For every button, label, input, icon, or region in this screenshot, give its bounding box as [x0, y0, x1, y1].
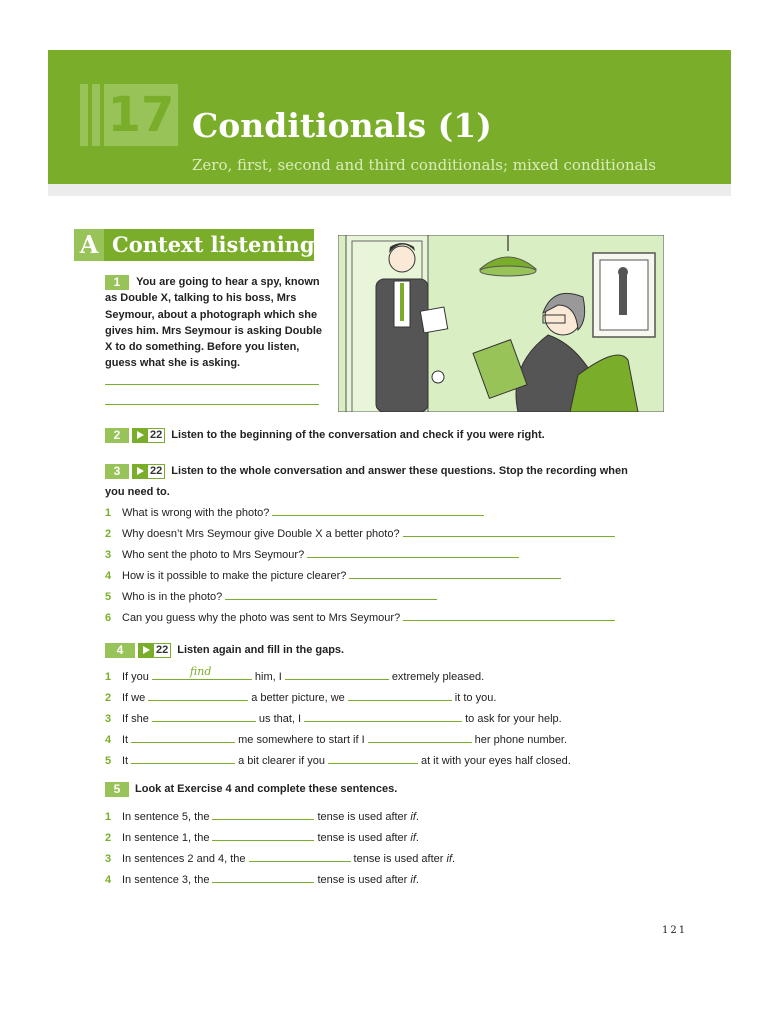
item-number: 1 — [105, 811, 112, 823]
sentence-part: tense is used after — [317, 811, 408, 823]
answer-gap[interactable] — [212, 808, 314, 820]
track-number: 22 — [147, 464, 165, 479]
sentence-part: her phone number. — [474, 734, 568, 746]
exercise-3-text: Listen to the whole conversation and answer these questions. Stop the recording when — [171, 465, 628, 478]
sentence-part: If we — [122, 692, 146, 704]
section-letter: A — [74, 229, 104, 261]
gap-fill-row — [105, 665, 485, 684]
item-number: 2 — [105, 692, 112, 704]
sentence-part: It — [122, 734, 129, 746]
question-text: What is wrong with the photo? — [122, 507, 270, 519]
sentence-part: a bit clearer if you — [238, 755, 325, 767]
question-row — [105, 504, 487, 520]
answer-gap[interactable] — [225, 588, 437, 600]
sentence-part: If you — [122, 671, 149, 683]
keyword-if: if — [410, 874, 416, 886]
question-row — [105, 546, 522, 562]
answer-gap[interactable] — [152, 710, 256, 722]
track-number: 22 — [147, 428, 165, 443]
banner-shadow — [48, 184, 731, 196]
sentence-part: me somewhere to start if I — [238, 734, 365, 746]
sentence-part: him, I — [254, 671, 282, 683]
sentence-part: . — [415, 832, 419, 844]
item-number: 2 — [105, 832, 112, 844]
exercise-4 — [105, 642, 344, 658]
answer-gap[interactable] — [349, 567, 561, 579]
item-number: 3 — [105, 853, 112, 865]
unit-number: 17 — [107, 87, 175, 143]
answer-gap[interactable] — [249, 850, 351, 862]
exercise-number: 1 — [105, 275, 129, 290]
sentence-part: at it with your eyes half closed. — [420, 755, 571, 767]
answer-gap[interactable] — [348, 689, 452, 701]
audio-track-badge[interactable] — [132, 464, 165, 479]
item-number: 1 — [105, 671, 112, 683]
sentence-part: extremely pleased. — [391, 671, 485, 683]
audio-track-badge[interactable] — [132, 428, 165, 443]
question-row — [105, 567, 564, 583]
keyword-if: if — [410, 811, 416, 823]
answer-gap[interactable] — [304, 710, 462, 722]
exercise-number: 4 — [105, 643, 135, 658]
exercise-2 — [105, 427, 545, 443]
answer-gap[interactable] — [403, 525, 615, 537]
unit-number-box — [80, 84, 178, 146]
item-number: 3 — [105, 713, 112, 725]
question-row — [105, 525, 618, 541]
answer-gap[interactable] — [285, 668, 389, 680]
sentence-part: If she — [122, 713, 149, 725]
sentence-part: . — [415, 874, 419, 886]
sentence-part: tense is used after — [353, 853, 444, 865]
sentence-part: It — [122, 755, 129, 767]
answer-line[interactable] — [105, 404, 319, 405]
sentence-row — [105, 850, 455, 866]
question-number: 6 — [105, 612, 112, 624]
answer-gap[interactable] — [212, 871, 314, 883]
sentence-part: it to you. — [454, 692, 497, 704]
question-text: Who is in the photo? — [122, 591, 223, 603]
question-text: How is it possible to make the picture clearer? — [122, 570, 347, 582]
answer-gap[interactable] — [131, 752, 235, 764]
sentence-part: In sentence 5, the — [122, 811, 210, 823]
answer-gap[interactable] — [212, 829, 314, 841]
exercise-3-text-cont: you need to. — [105, 486, 170, 498]
page-number: 121 — [662, 925, 688, 936]
answer-gap[interactable] — [368, 731, 472, 743]
question-number: 2 — [105, 528, 112, 540]
sentence-part: In sentences 2 and 4, the — [122, 853, 246, 865]
sentence-part: tense is used after — [317, 874, 408, 886]
question-row — [105, 588, 440, 604]
question-number: 1 — [105, 507, 112, 519]
question-text: Who sent the photo to Mrs Seymour? — [122, 549, 305, 561]
exercise-5 — [105, 781, 397, 797]
item-number: 4 — [105, 874, 112, 886]
answer-gap[interactable] — [328, 752, 418, 764]
question-number: 3 — [105, 549, 112, 561]
answer-line[interactable] — [105, 384, 319, 385]
exercise-4-text: Listen again and fill in the gaps. — [177, 644, 345, 657]
track-number: 22 — [153, 643, 171, 658]
question-number: 4 — [105, 570, 112, 582]
play-icon[interactable] — [132, 428, 147, 443]
exercise-1 — [105, 274, 330, 372]
section-title: Context listening — [104, 229, 314, 261]
answer-gap[interactable] — [403, 609, 615, 621]
sentence-part: tense is used after — [317, 832, 408, 844]
answer-gap[interactable] — [152, 665, 252, 680]
sentence-part: . — [452, 853, 456, 865]
item-number: 4 — [105, 734, 112, 746]
keyword-if: if — [410, 832, 416, 844]
sentence-part: to ask for your help. — [465, 713, 562, 725]
question-row — [105, 609, 618, 625]
answer-gap[interactable] — [148, 689, 248, 701]
question-text: Can you guess why the photo was sent to Mrs Seymour? — [122, 612, 401, 624]
page-title: Conditionals (1) — [192, 106, 492, 145]
unit-stripe — [92, 84, 100, 146]
exercise-number: 5 — [105, 782, 129, 797]
question-number: 5 — [105, 591, 112, 603]
sentence-part: us that, I — [258, 713, 302, 725]
sentence-part: In sentence 1, the — [122, 832, 210, 844]
example-answer: find — [189, 665, 212, 678]
spy-illustration — [338, 235, 664, 412]
sentence-part: In sentence 3, the — [122, 874, 210, 886]
play-icon[interactable] — [132, 464, 147, 479]
exercise-3 — [105, 463, 628, 479]
exercise-2-text: Listen to the beginning of the conversation and check if you were right. — [171, 429, 545, 442]
exercise-1-text: You are going to hear a spy, known as Double X, talking to his boss, Mrs Seymour, about a photograph which she gives him. Mrs Seymour is asking Double X to do something. Before you listen, guess what she is asking. — [105, 276, 323, 370]
keyword-if: if — [446, 853, 452, 865]
gap-fill-row — [105, 689, 496, 705]
sentence-part: . — [415, 811, 419, 823]
audio-track-badge[interactable] — [138, 643, 171, 658]
item-number: 5 — [105, 755, 112, 767]
gap-fill-row — [105, 731, 567, 747]
answer-gap[interactable] — [307, 546, 519, 558]
sentence-row — [105, 808, 419, 824]
question-text: Why doesn’t Mrs Seymour give Double X a better photo? — [122, 528, 400, 540]
exercise-number: 2 — [105, 428, 129, 443]
exercise-number: 3 — [105, 464, 129, 479]
gap-fill-row — [105, 752, 571, 768]
answer-gap[interactable] — [272, 504, 484, 516]
answer-gap[interactable] — [131, 731, 235, 743]
sentence-row — [105, 871, 419, 887]
gap-fill-row — [105, 710, 562, 726]
page-subtitle: Zero, first, second and third conditionals; mixed conditionals — [192, 156, 656, 174]
sentence-part: a better picture, we — [251, 692, 345, 704]
exercise-5-text: Look at Exercise 4 and complete these sentences. — [135, 783, 398, 796]
play-icon[interactable] — [138, 643, 153, 658]
sentence-row — [105, 829, 419, 845]
unit-stripe — [80, 84, 88, 146]
